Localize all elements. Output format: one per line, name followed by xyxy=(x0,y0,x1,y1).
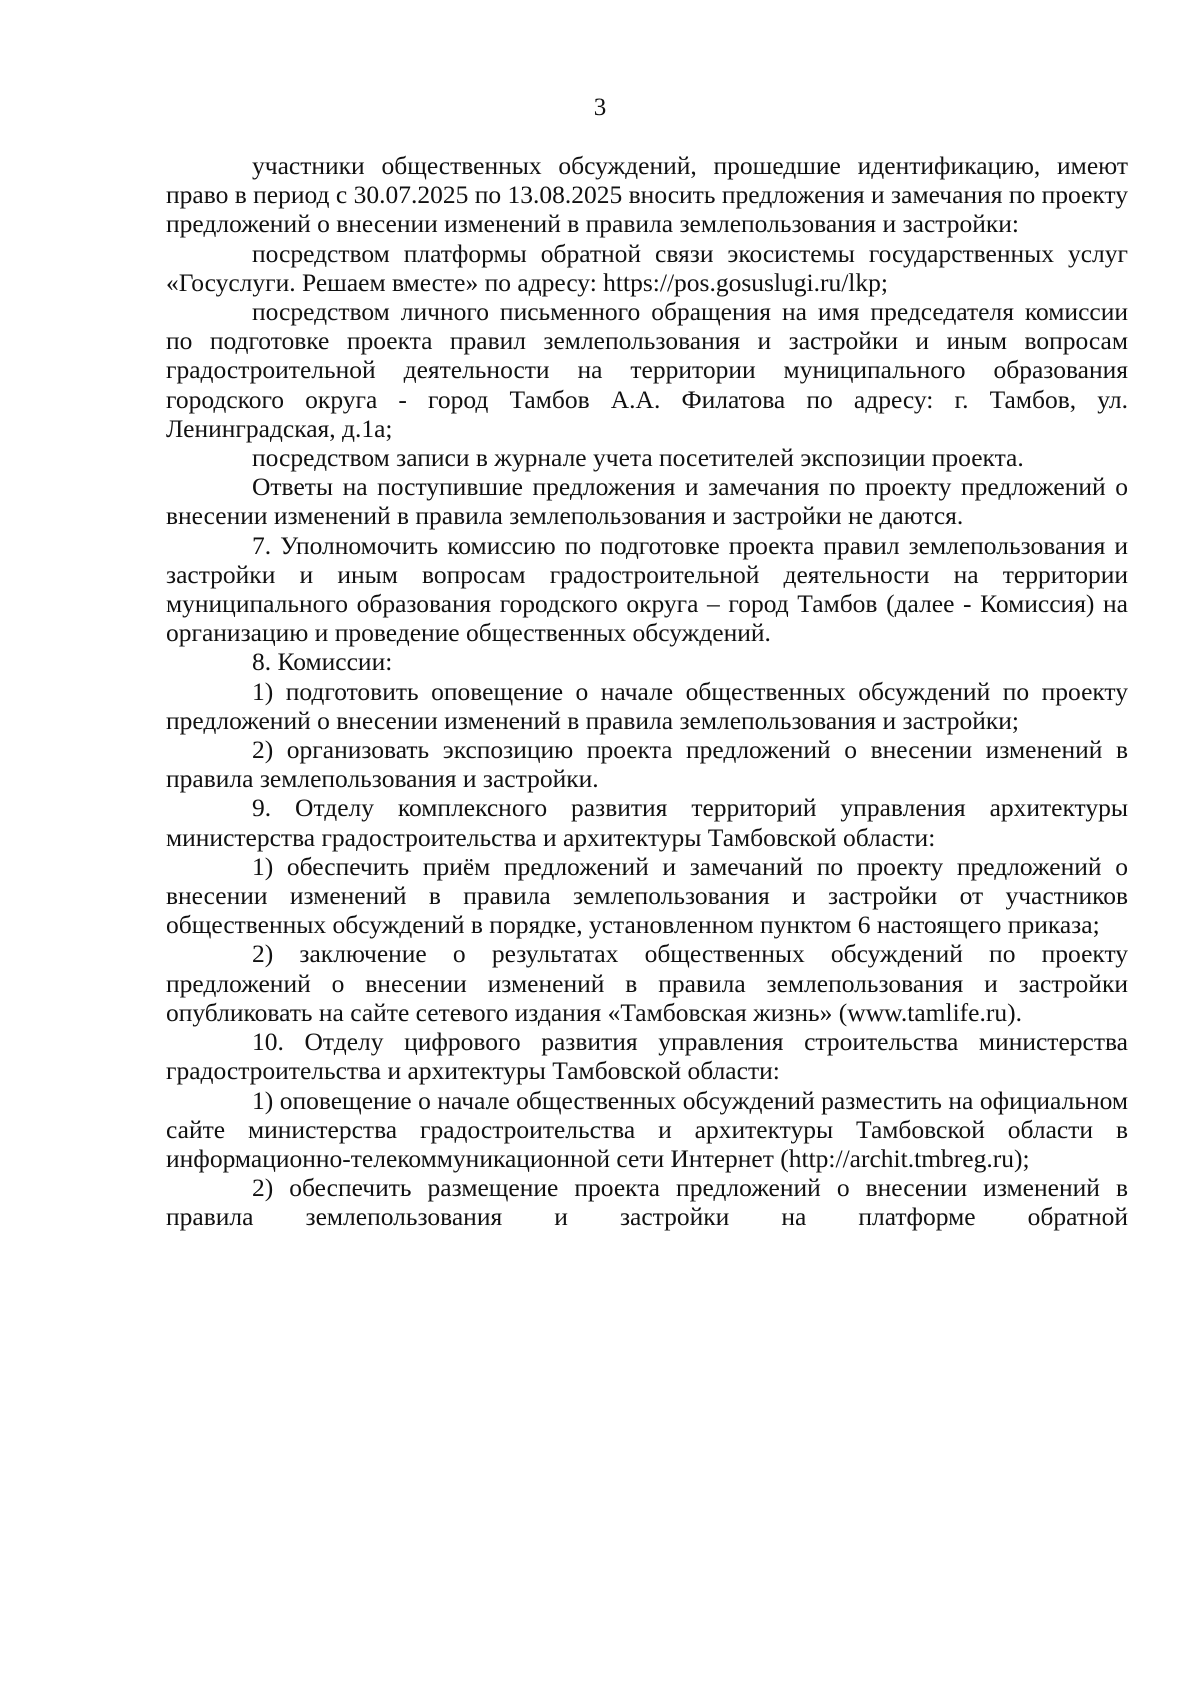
paragraph-item-9: 9. Отделу комплексного развития территорий управления архитектуры министерства градостроительства и архитектуры Тамбовской области: xyxy=(166,793,1128,852)
paragraph-item-7: 7. Уполномочить комиссию по подготовке проекта правил землепользования и застройки и иным вопросам градостроительной деятельности на территории муниципального образования городского округа – город Тамбов (далее - Комиссия) на организацию и проведение общественных обсуждений. xyxy=(166,530,1128,648)
paragraph-via-gosuslugi: посредством платформы обратной связи экосистемы государственных услуг «Госуслуги. Решаем вместе» по адресу: https://pos.gosuslugi.ru/lkp; xyxy=(166,238,1128,297)
paragraph-item-10-1: 1) оповещение о начале общественных обсуждений разместить на официальном сайте министерства градостроительства и архитектуры Тамбовской области в информационно-телекоммуникационной сети Интернет (http://archit.tmbreg.ru); xyxy=(166,1085,1128,1173)
paragraph-item-8-1: 1) подготовить оповещение о начале общественных обсуждений по проекту предложений о внесении изменений в правила землепользования и застройки; xyxy=(166,676,1128,735)
paragraph-item-10-2: 2) обеспечить размещение проекта предложений о внесении изменений в правила землепользования и застройки на платформе обратной xyxy=(166,1173,1128,1232)
document-body xyxy=(166,151,1128,1232)
paragraph-item-9-1: 1) обеспечить приём предложений и замечаний по проекту предложений о внесении изменений в правила землепользования и застройки от участников общественных обсуждений в порядке, установленном пунктом 6 настоящего приказа; xyxy=(166,851,1128,940)
paragraph-participants-rights: участники общественных обсуждений, прошедшие идентификацию, имеют право в период с 30.07.2025 по 13.08.2025 вносить предложения и замечания по проекту предложений о внесении изменений в правила землепользования и застройки: xyxy=(166,151,1128,239)
paragraph-via-visitor-log: посредством записи в журнале учета посетителей экспозиции проекта. xyxy=(252,443,1024,473)
paragraph-item-8-2: 2) организовать экспозицию проекта предложений о внесении изменений в правила землепользования и застройки. xyxy=(166,735,1128,794)
paragraph-via-written-appeal: посредством личного письменного обращения на имя председателя комиссии по подготовке проекта правил землепользования и застройки и иным вопросам градостроительной деятельности на территории муниципального образования городского округа - город Тамбов А.А. Филатова по адресу: г. Тамбов, ул. Ленинградская, д.1а; xyxy=(166,297,1128,443)
paragraph-no-answers: Ответы на поступившие предложения и замечания по проекту предложений о внесении изменений в правила землепользования и застройки не даются. xyxy=(166,472,1128,531)
page-number: 3 xyxy=(593,94,607,121)
paragraph-item-8: 8. Комиссии: xyxy=(252,647,393,677)
paragraph-item-9-2: 2) заключение о результатах общественных обсуждений по проекту предложений о внесении изменений в правила землепользования и застройки опубликовать на сайте сетевого издания «Тамбовская жизнь» (www.tamlife.ru). xyxy=(166,939,1128,1027)
paragraph-item-10: 10. Отделу цифрового развития управления строительства министерства градостроительства и архитектуры Тамбовской области: xyxy=(166,1027,1128,1086)
